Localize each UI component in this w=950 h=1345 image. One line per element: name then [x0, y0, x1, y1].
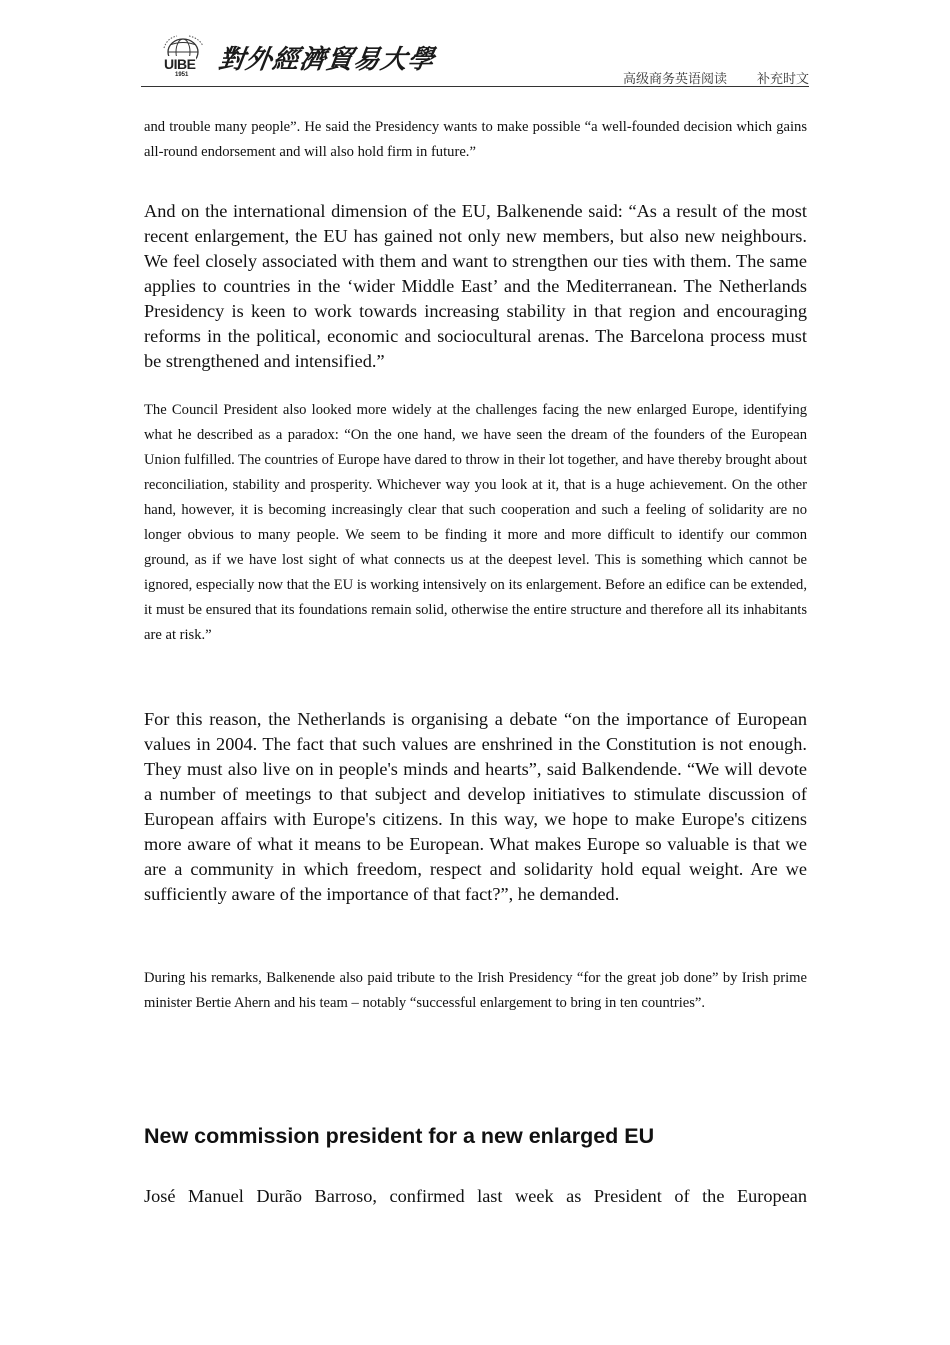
course-title: 高级商务英语阅读 [622, 72, 727, 87]
emblem-text: UIBE [164, 56, 196, 72]
university-logo [161, 34, 435, 80]
page-header [141, 30, 809, 88]
paragraph-2: And on the international dimension of the EU, Balkenende said: “As a result of the most recent enlargement, the EU has gained not only new members, but also new neighbours. We feel closely associated with them and want to strengthen our ties with them. The same applies to countries in the ‘wider Middle East’ and the Mediterranean. The Netherlands Presidency is keen to work towards increasing stability in that region and encouraging reforms in the political, economic and sociocultural arenas. The Barcelona process must be strengthened and intensified.” [144, 201, 807, 371]
section-heading: New commission president for a new enlarged EU [144, 1124, 655, 1148]
paragraph-1: and trouble many people”. He said the Presidency wants to make possible “a well-founded decision which gains all-round endorsement and will also hold firm in future.” [144, 119, 807, 160]
header-divider [141, 86, 809, 87]
paragraph-5: During his remarks, Balkenende also paid tribute to the Irish Presidency “for the great job done” by Irish prime minister Bertie Ahern and his team – notably “successful enlargement to bring in ten countries”. [144, 970, 807, 1011]
paragraph-4: For this reason, the Netherlands is organising a debate “on the importance of European values in 2004. The fact that such values are enshrined in the Constitution is not enough. They must also live on in people's minds and hearts”, said Balkendende. “We will devote a number of meetings to that subject and develop initiatives to stimulate discussion of European affairs with Europe's citizens. In this way, we hope to make Europe's citizens more aware of what it means to be European. What makes Europe so valuable is that we are a community in which freedom, respect and solidarity hold equal weight. Are we sufficiently aware of the importance of that fact?”, he demanded. [144, 709, 807, 904]
section-label: 补充时文 [756, 72, 809, 87]
globe-emblem-icon [161, 34, 209, 80]
university-name: 對外經濟貿易大學 [216, 44, 437, 75]
paragraph-3: The Council President also looked more widely at the challenges facing the new enlarged Europe, identifying what he described as a paradox: “On the one hand, we have seen the dream of the founders of the European Union fulfilled. The countries of Europe have dared to throw in their lot together, and have thereby brought about reconciliation, stability and prosperity. Whichever way you look at it, that is a huge achievement. On the other hand, however, it is becoming increasingly clear that such cooperation and such a feeling of solidarity are no longer obvious to many people. We seem to be finding it more and more difficult to identify our common ground, as if we have lost sight of what connects us at the deepest level. This is something which cannot be ignored, especially now that the EU is working intensively on its enlargement. Before an edifice can be extended, it must be ensured that its foundations remain solid, otherwise the entire structure and therefore all its inhabitants are at risk.” [144, 402, 807, 643]
emblem-year: 1951 [175, 72, 189, 78]
header-labels [623, 68, 809, 87]
paragraph-6: José Manuel Durão Barroso, confirmed last week as President of the European [144, 1186, 807, 1206]
